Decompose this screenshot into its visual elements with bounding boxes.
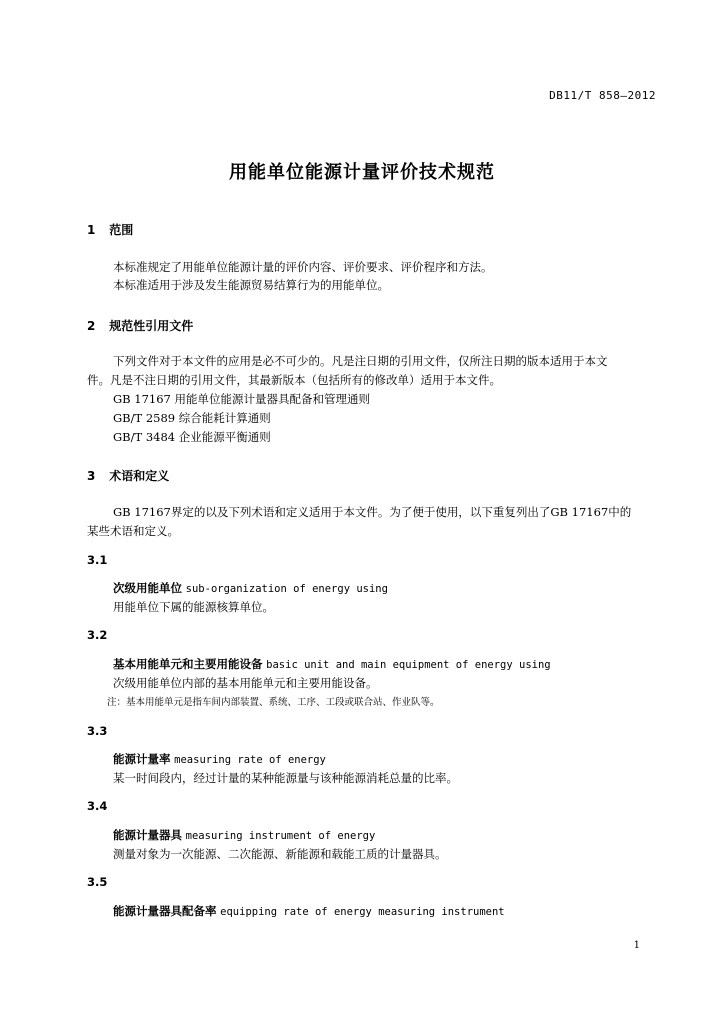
- page-title: 用能单位能源计量评价技术规范: [229, 162, 495, 183]
- subsection-number: 3.3: [87, 724, 108, 738]
- section-number: 3: [87, 469, 96, 483]
- term-note: 注：基本用能单元是指车间内部装置、系统、工序、工段或联合站、作业队等。: [107, 697, 440, 708]
- term-heading: [113, 903, 505, 919]
- paragraph-line: 下列文件对于本文件的应用是必不可少的。凡是注日期的引用文件，仅所注日期的版本适用于本文: [113, 354, 608, 368]
- term-chinese: 次级用能单位: [113, 581, 182, 595]
- term-chinese: 能源计量率: [113, 752, 171, 766]
- section-title: 规范性引用文件: [109, 319, 194, 333]
- term-chinese: 能源计量器具: [113, 828, 182, 842]
- section-1-heading: [87, 221, 133, 238]
- term-english: measuring instrument of energy: [185, 830, 376, 842]
- paragraph-line: 本标准规定了用能单位能源计量的评价内容、评价要求、评价程序和方法。: [113, 260, 493, 274]
- subsection-number: 3.1: [87, 553, 108, 567]
- reference-item: GB/T 2589 综合能耗计算通则: [113, 411, 271, 425]
- section-3-heading: [87, 467, 169, 484]
- section-2-heading: [87, 317, 193, 334]
- term-chinese: 基本用能单元和主要用能设备: [113, 657, 263, 671]
- term-definition: 某一时间段内，经过计量的某种能源量与该种能源消耗总量的比率。: [113, 771, 458, 785]
- section-number: 1: [87, 223, 96, 237]
- paragraph-line: 某些术语和定义。: [87, 524, 179, 538]
- subsection-number: 3.2: [87, 628, 108, 642]
- reference-item: GB 17167 用能单位能源计量器具配备和管理通则: [113, 392, 371, 406]
- subsection-number: 3.5: [87, 875, 108, 889]
- subsection-number: 3.4: [87, 799, 108, 813]
- term-definition: 测量对象为一次能源、二次能源、新能源和载能工质的计量器具。: [113, 847, 447, 861]
- paragraph-line: 件。凡是不注日期的引用文件，其最新版本（包括所有的修改单）适用于本文件。: [87, 373, 501, 387]
- term-definition: 次级用能单位内部的基本用能单元和主要用能设备。: [113, 676, 378, 690]
- paragraph-line: 本标准适用于涉及发生能源贸易结算行为的用能单位。: [113, 278, 389, 292]
- paragraph-line: GB 17167界定的以及下列术语和定义适用于本文件。为了便于使用，以下重复列出了GB 17167中的: [113, 505, 632, 519]
- term-definition: 用能单位下属的能源核算单位。: [113, 600, 274, 614]
- term-heading: [113, 751, 326, 767]
- term-heading: [113, 580, 388, 596]
- term-heading: [113, 656, 551, 672]
- reference-item: GB/T 3484 企业能源平衡通则: [113, 430, 271, 444]
- term-english: measuring rate of energy: [174, 754, 326, 766]
- section-title: 范围: [109, 223, 134, 237]
- section-title: 术语和定义: [109, 469, 170, 483]
- section-number: 2: [87, 319, 96, 333]
- term-english: basic unit and main equipment of energy using: [266, 659, 551, 671]
- term-english: sub-organization of energy using: [185, 583, 388, 595]
- term-chinese: 能源计量器具配备率: [113, 904, 217, 918]
- term-english: equipping rate of energy measuring instrument: [220, 906, 505, 918]
- term-heading: [113, 827, 375, 843]
- document-number: DB11/T 858—2012: [549, 89, 656, 102]
- page-number: 1: [633, 940, 640, 951]
